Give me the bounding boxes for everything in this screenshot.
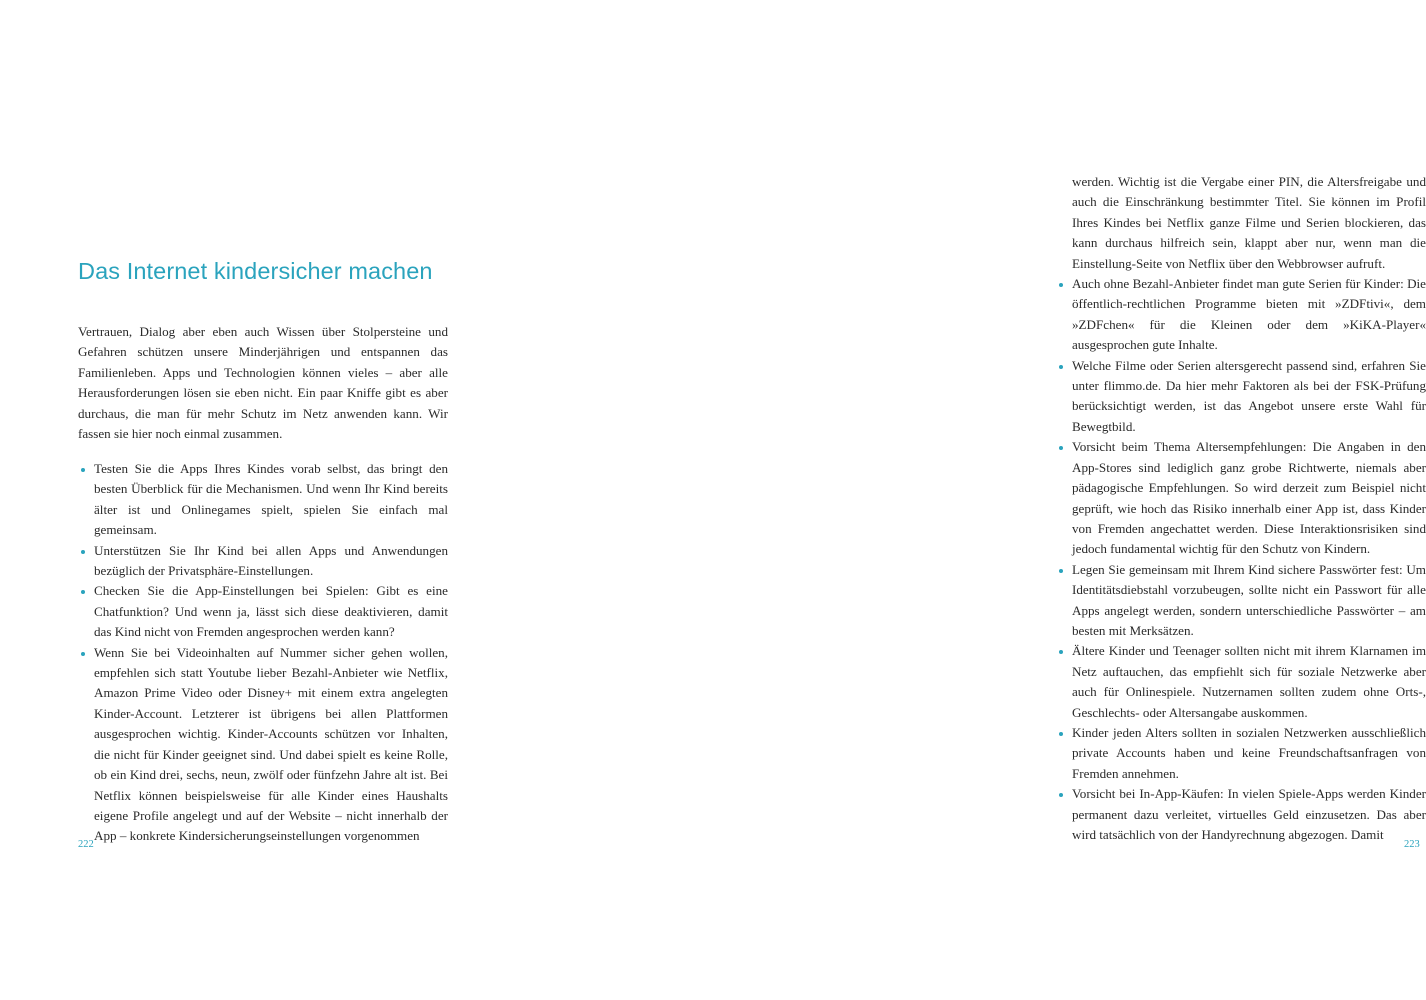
bullet-dot-icon xyxy=(1059,569,1063,573)
intro-paragraph-block xyxy=(78,322,448,444)
list-item-text: Wenn Sie bei Videoinhalten auf Nummer sicher gehen wollen, empfehlen sich statt Youtube lieber Bezahl-Anbieter wie Netflix, Amazon Prime Video oder Disney+ mit einem extra angelegten Kinder-Account. Letzterer ist übrigens bei allen Plattformen ausgesprochen wichtig. Kinder-Accounts schützen vor Inhalten, die nicht für Kinder geeignet sind. Und dabei spielt es keine Rolle, ob ein Kind drei, sechs, neun, zwölf oder fünfzehn Jahre alt ist. Bei Netflix können beispielsweise für alle Kinder eines Haushalts eigene Profile angelegt und auf der Website – nicht innerhalb der App – konkrete Kindersicherungseinstellungen vorgenommen xyxy=(94,644,448,844)
page-number-right: 223 xyxy=(1404,839,1420,850)
list-item xyxy=(1056,723,1426,784)
intro-paragraph: Vertrauen, Dialog aber eben auch Wissen über Stolpersteine und Gefahren schützen unsere Minderjährigen und entspannen das Familienleben. Apps und Technologien können vieles – aber alle Herausforderungen lösen sie eben nicht. Ein paar Kniffe gibt es aber durchaus, die man für mehr Schutz im Netz anwenden kann. Wir fassen sie hier noch einmal zusammen. xyxy=(78,324,448,442)
list-item-text: Legen Sie gemeinsam mit Ihrem Kind sichere Passwörter fest: Um Identitätsdiebstahl vorzubeugen, sollte nicht ein Passwort für alle Apps angelegt werden, sondern unterschiedliche Passwörter – am besten mit Merksätzen. xyxy=(1072,561,1426,638)
chapter-heading: Das Internet kindersicher machen xyxy=(78,258,433,284)
bullet-dot-icon xyxy=(81,550,85,554)
bullet-dot-icon xyxy=(1059,446,1063,450)
bullet-dot-icon xyxy=(1059,793,1063,797)
list-item-text: Testen Sie die Apps Ihres Kindes vorab selbst, das bringt den besten Überblick für die Mechanismen. Und wenn Ihr Kind bereits älter ist und Onlinegames spielt, spielen Sie einfach mal gemeinsam. xyxy=(94,461,448,538)
list-item-text: Kinder jeden Alters sollten in sozialen Netzwerken ausschließlich private Accounts haben und keine Freundschaftsanfragen von Fremden annehmen. xyxy=(1072,724,1426,781)
right-bullet-list xyxy=(1056,274,1426,845)
list-item-text: Auch ohne Bezahl-Anbieter findet man gute Serien für Kinder: Die öffentlich-rechtlichen Programme bieten mit »ZDFtivi«, dem »ZDFchen« für die Kleinen oder dem »KiKA-Player« ausgesprochen gute Inhalte. xyxy=(1072,276,1426,353)
right-bullet-list-block xyxy=(1056,172,1426,845)
list-item xyxy=(78,541,448,582)
list-item-text: Welche Filme oder Serien altersgerecht passend sind, erfahren Sie unter flimmo.de. Da hier mehr Faktoren als bei der FSK-Prüfung berücksichtigt werden, ist das Angebot unsere erste Wahl für Bewegtbild. xyxy=(1072,357,1426,434)
list-item-text: Checken Sie die App-Einstellungen bei Spielen: Gibt es eine Chatfunktion? Und wenn ja, lässt sich diese deaktivieren, damit das Kind nicht von Fremden angesprochen werden kann? xyxy=(94,583,448,640)
list-item xyxy=(1056,356,1426,438)
list-item xyxy=(78,581,448,642)
list-item xyxy=(1056,560,1426,642)
bullet-dot-icon xyxy=(1059,283,1063,287)
bullet-dot-icon xyxy=(81,590,85,594)
list-item xyxy=(1056,641,1426,723)
list-item-text: Vorsicht beim Thema Altersempfehlungen: Die Angaben in den App-Stores sind lediglich ganz grobe Richtwerte, niemals aber pädagogische Empfehlungen. So wird derzeit zum Beispiel nicht geprüft, wie hoch das Risiko innerhalb einer App ist, dass Kinder von Fremden angechattet werden. Diese Interaktionsrisiken sind jedoch fundamental wichtig für den Schutz von Kindern. xyxy=(1072,439,1426,557)
page-number-left: 222 xyxy=(78,839,94,850)
bullet-dot-icon xyxy=(81,652,85,656)
list-item-text: Vorsicht bei In-App-Käufen: In vielen Spiele-Apps werden Kinder permanent dazu verleitet, virtuelles Geld einzusetzen. Das aber wird tatsächlich von der Handyrechnung abgezogen. Damit xyxy=(1072,786,1426,842)
left-bullet-list xyxy=(78,459,448,847)
list-item xyxy=(78,459,448,541)
bullet-dot-icon xyxy=(1059,650,1063,654)
list-item xyxy=(1056,784,1426,845)
list-item xyxy=(1056,274,1426,356)
left-bullet-list-block xyxy=(78,459,448,847)
list-item xyxy=(78,643,448,847)
list-item-text: Unterstützen Sie Ihr Kind bei allen Apps und Anwendungen bezüglich der Privatsphäre-Einstellungen. xyxy=(94,542,448,579)
continued-list-item-text: werden. Wichtig ist die Vergabe einer PIN, die Altersfreigabe und auch die Einschränkung bestimmter Titel. Sie können im Profil Ihres Kindes bei Netflix ganze Filme und Serien blockieren, das kann durchaus hilfreich sein, klappt aber nur, wenn man die Einstellung-Seite von Netflix über den Webbrowser aufruft. xyxy=(1072,174,1426,271)
bullet-dot-icon xyxy=(1059,365,1063,369)
bullet-dot-icon xyxy=(81,468,85,472)
right-page xyxy=(500,0,1426,1000)
bullet-dot-icon xyxy=(1059,732,1063,736)
list-item-text: Ältere Kinder und Teenager sollten nicht mit ihrem Klarnamen im Netz auftauchen, das empfiehlt sich für soziale Netzwerke aber auch für Onlinespiele. Nutzernamen sollten zudem ohne Orts-, Geschlechts- oder Altersangabe auskommen. xyxy=(1072,643,1426,720)
left-page xyxy=(0,0,500,1000)
list-item xyxy=(1056,437,1426,559)
